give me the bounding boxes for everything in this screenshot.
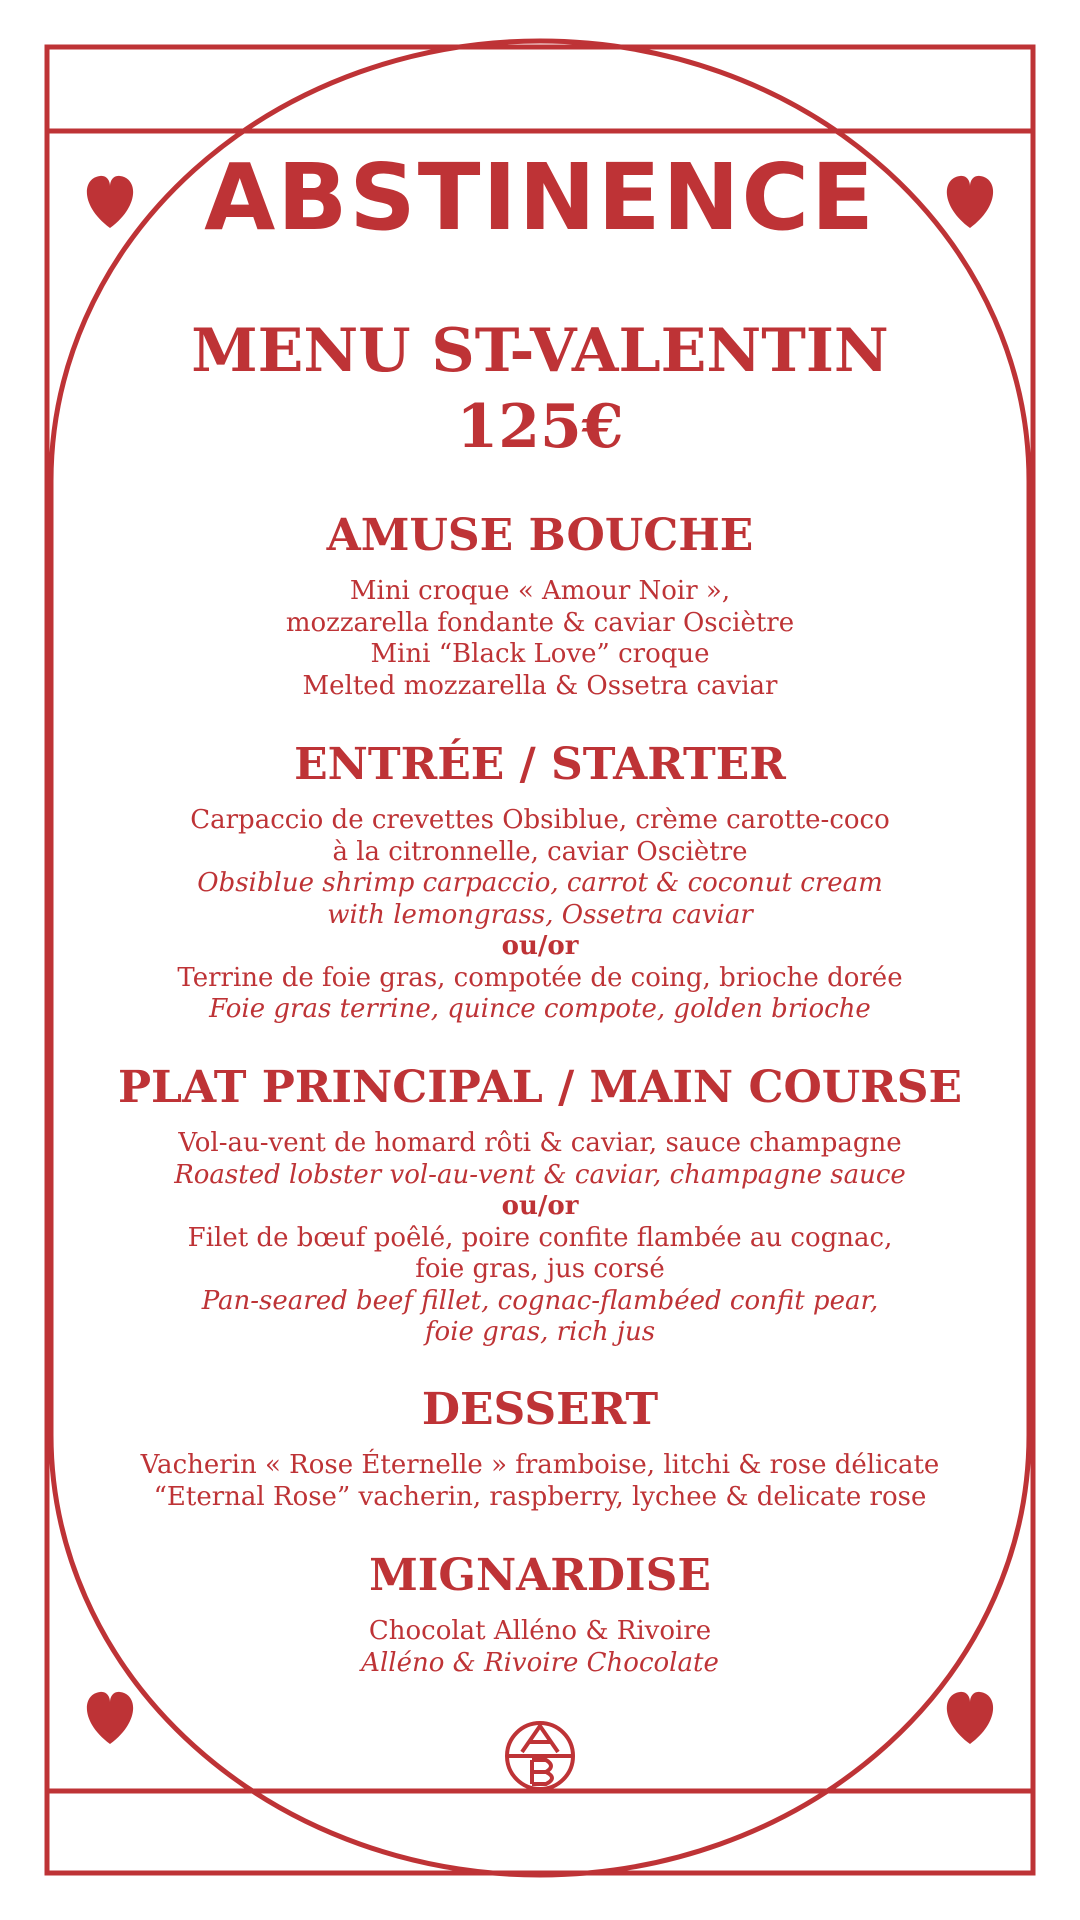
dish-line-fr: foie gras, jus corsé	[415, 1254, 665, 1284]
section-heading: MIGNARDISE	[369, 1550, 711, 1601]
section-dessert	[0, 1382, 1080, 1513]
or-separator: ou/or	[501, 1191, 579, 1221]
section-heading: AMUSE BOUCHE	[326, 510, 754, 561]
dish-line-fr: Terrine de foie gras, compotée de coing, brioche dorée	[177, 962, 903, 993]
or-separator: ou/or	[501, 931, 579, 961]
menu-price: 125€	[456, 392, 624, 462]
menu-title-block	[0, 313, 1080, 465]
dish-line-fr: Chocolat Alléno & Rivoire	[368, 1616, 712, 1646]
brand-logo-text: ABSTINENCE	[204, 144, 876, 251]
dish-line: Melted mozzarella & Ossetra caviar	[302, 670, 778, 701]
dish-line: mozzarella fondante & caviar Osciètre	[285, 607, 795, 638]
section-heading: DESSERT	[421, 1384, 659, 1435]
dish-line-en: with lemongrass, Ossetra caviar	[327, 899, 753, 930]
dish-line: Mini “Black Love” croque	[370, 639, 710, 669]
section-starter	[0, 737, 1080, 1026]
section-amuse-bouche	[0, 508, 1080, 702]
dish-line-fr: Carpaccio de crevettes Obsiblue, crème carotte-coco	[190, 805, 890, 835]
dish-line-en: Roasted lobster vol-au-vent & caviar, champagne sauce	[174, 1159, 906, 1190]
dish-line-en: “Eternal Rose” vacherin, raspberry, lychee & delicate rose	[153, 1481, 927, 1512]
section-heading: PLAT PRINCIPAL / MAIN COURSE	[117, 1062, 963, 1113]
dish-line: Mini croque « Amour Noir »,	[349, 576, 731, 606]
menu-title: MENU ST-VALENTIN	[191, 316, 889, 386]
section-mignardise	[0, 1548, 1080, 1679]
dish-line-en: foie gras, rich jus	[424, 1317, 656, 1347]
dish-line-en: Pan-seared beef fillet, cognac-flambéed confit pear,	[201, 1285, 879, 1316]
dish-line-fr: à la citronnelle, caviar Osciètre	[332, 836, 748, 867]
dish-line-en: Alléno & Rivoire Chocolate	[361, 1647, 719, 1678]
dish-line-en: Obsiblue shrimp carpaccio, carrot & coconut cream	[197, 868, 883, 898]
dish-line-fr: Filet de bœuf poêlé, poire confite flambée au cognac,	[187, 1222, 893, 1253]
section-main-course	[0, 1060, 1080, 1349]
dish-line-fr: Vacherin « Rose Éternelle » framboise, litchi & rose délicate	[140, 1450, 940, 1480]
dish-line-fr: Vol-au-vent de homard rôti & caviar, sauce champagne	[178, 1128, 902, 1158]
dish-line-en: Foie gras terrine, quince compote, golden brioche	[209, 994, 871, 1024]
section-heading: ENTRÉE / STARTER	[294, 739, 786, 790]
